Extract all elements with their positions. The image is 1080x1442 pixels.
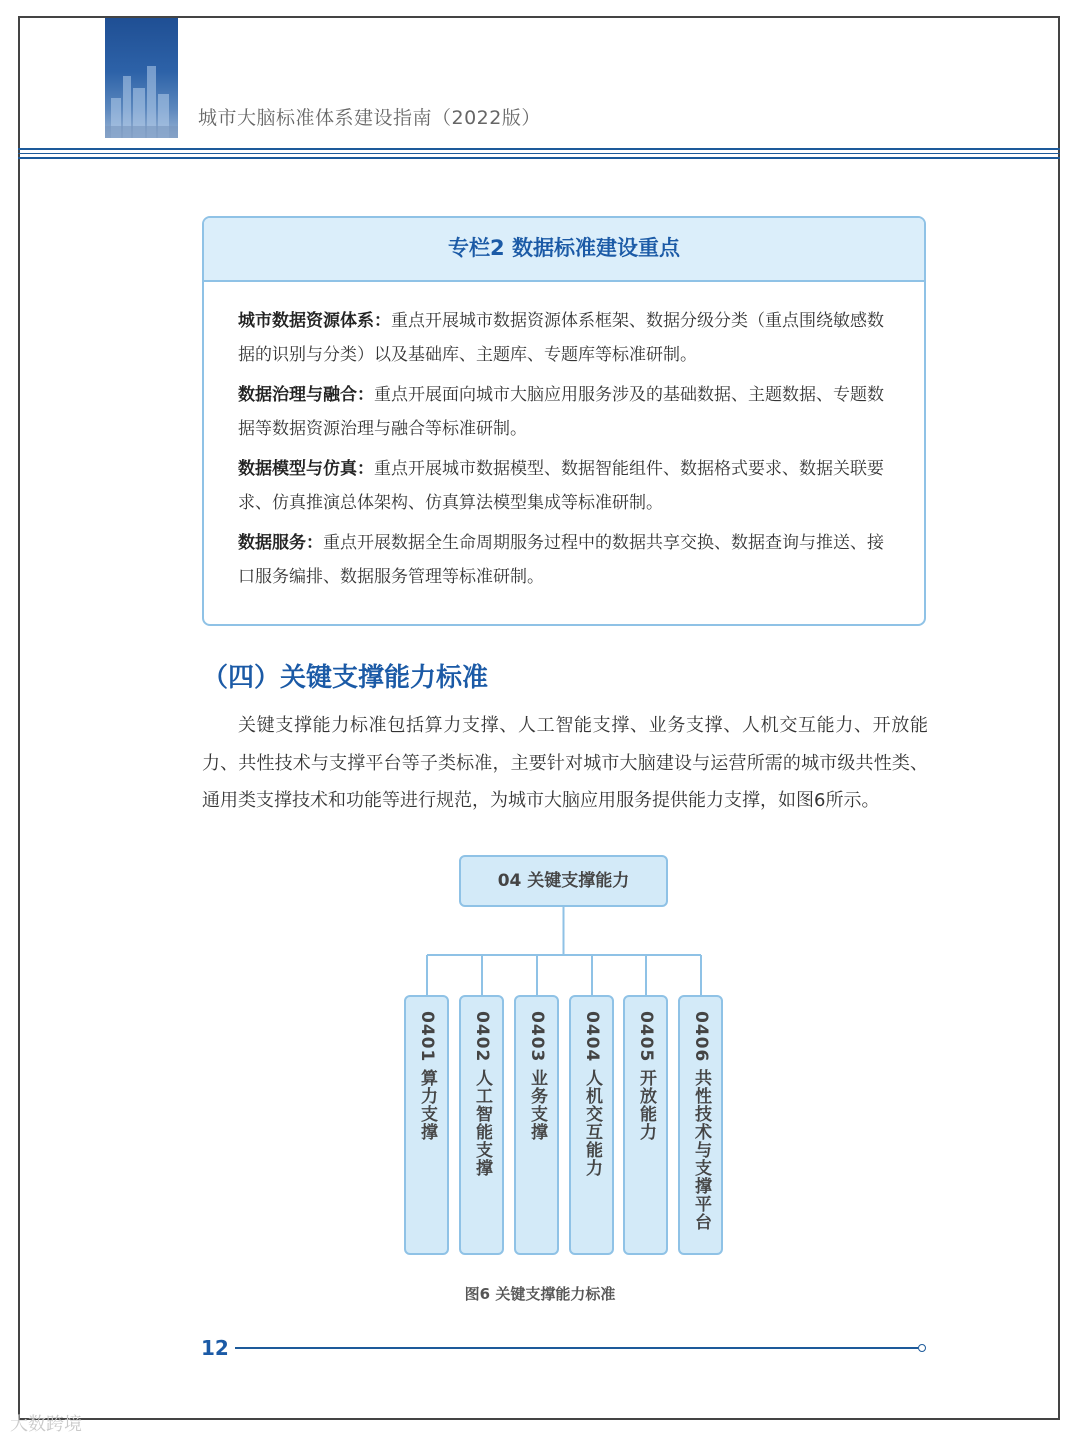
item-term: 数据治理与融合： [238,385,374,405]
item-text: 重点开展面向城市大脑应用服务涉及的基础数据、主题数据、专题数据等数据资源治理与融合等标准研制。 [238,385,884,439]
diagram-node-0404 [569,995,614,1255]
node-label: 0402 人工智能支撑 [472,1011,492,1178]
column-box-title: 专栏2 数据标准建设重点 [204,218,924,282]
item-text: 重点开展城市数据资源体系框架、数据分级分类（重点围绕敏感数据的识别与分类）以及基础库、主题库、专题库等标准研制。 [238,311,884,365]
item-term: 数据模型与仿真： [238,459,374,479]
node-label: 0403 业务支撑 [527,1011,547,1142]
diagram-node-0406 [678,995,723,1255]
node-label: 0401 算力支撑 [417,1011,437,1142]
diagram-node-0405 [623,995,668,1255]
diagram-node-0403 [514,995,559,1255]
diagram-node-0402 [459,995,504,1255]
node-label: 0404 人机交互能力 [582,1011,602,1178]
node-label: 0406 共性技术与支撑平台 [691,1011,711,1232]
section-paragraph: 关键支撑能力标准包括算力支撑、人工智能支撑、业务支撑、人机交互能力、开放能力、共性技术与支撑平台等子类标准，主要针对城市大脑建设与运营所需的城市级共性类、通用类支撑技术和功能等进行规范，为城市大脑应用服务提供能力支撑，如图6所示。 [202,715,928,811]
figure-caption: 图6 关键支撑能力标准 [464,1285,616,1303]
footer-line [235,1347,918,1349]
section-title: （四）关键支撑能力标准 [202,663,489,693]
diagram-node-0401 [404,995,449,1255]
item-text: 重点开展城市数据模型、数据智能组件、数据格式要求、数据关联要求、仿真推演总体架构、仿真算法模型集成等标准研制。 [238,459,884,513]
footer-end-dot [918,1344,926,1352]
node-label: 0405 开放能力 [636,1011,656,1142]
header-title: 城市大脑标准体系建设指南（2022版） [198,107,541,129]
item-term: 城市数据资源体系： [238,311,391,331]
diagram-root-node: 04 关键支撑能力 [459,855,668,907]
page-number: 12 [201,1336,229,1360]
watermark: 大数跨境 [10,1414,82,1435]
item-text: 重点开展数据全生命周期服务过程中的数据共享交换、数据查询与推送、接口服务编排、数据服务管理等标准研制。 [238,533,884,587]
item-term: 数据服务： [238,533,323,553]
